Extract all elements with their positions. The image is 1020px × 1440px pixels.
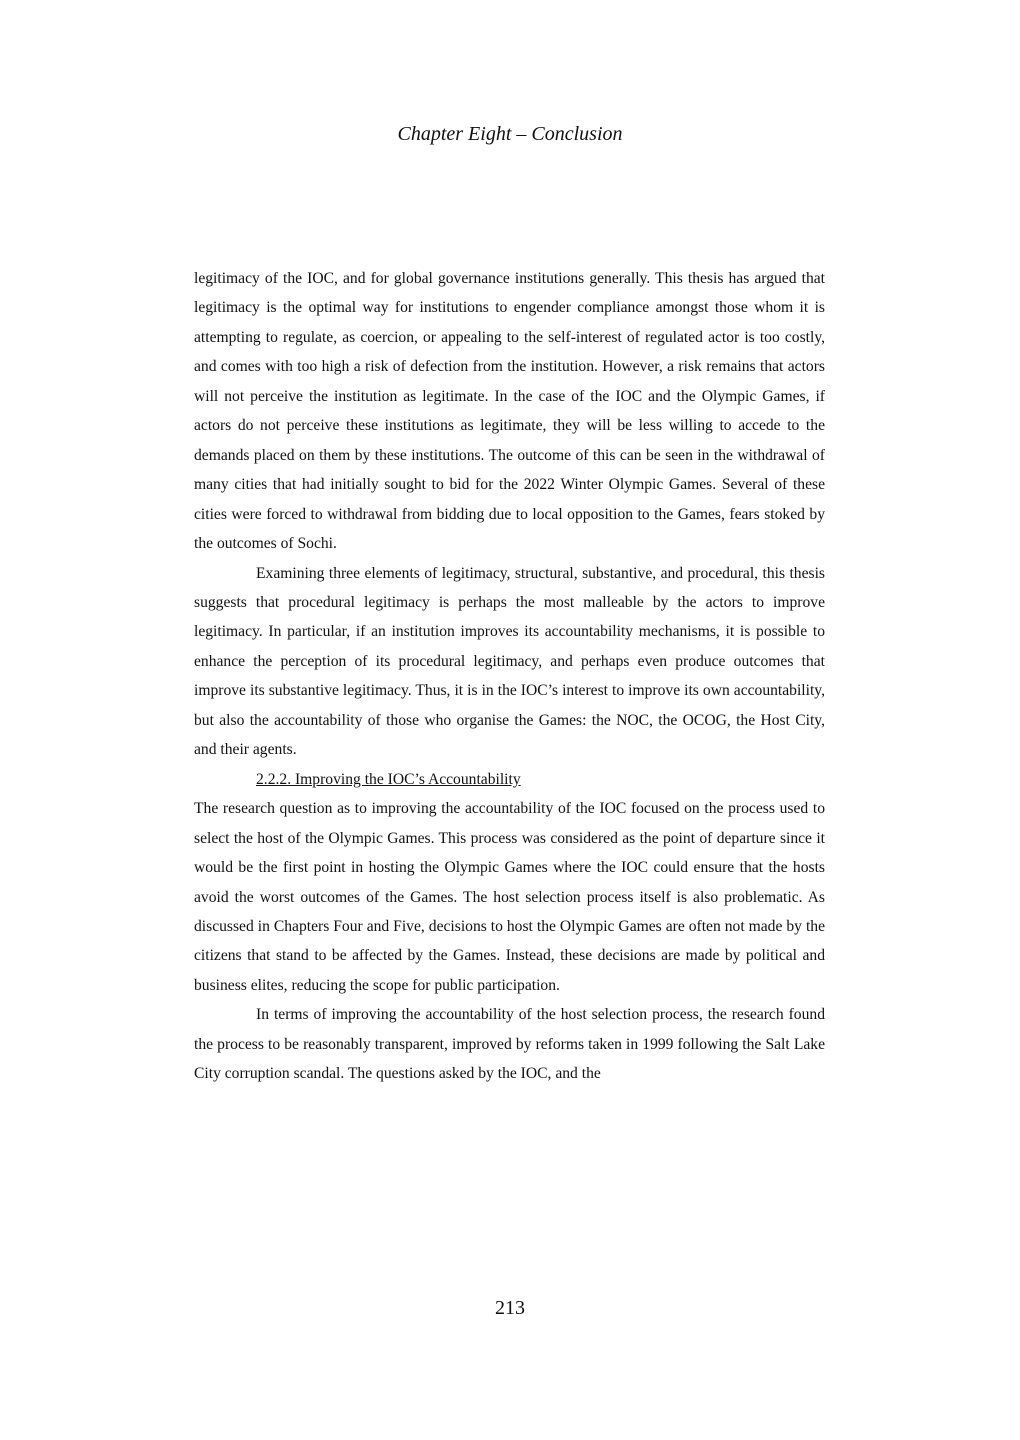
section-subheading: 2.2.2. Improving the IOC’s Accountability [256, 770, 521, 788]
running-header: Chapter Eight – Conclusion [397, 123, 623, 145]
page-number: 213 [495, 1297, 525, 1319]
paragraph-continuation: legitimacy of the IOC, and for global governance institutions generally. This thesis has argued that legitimacy is the optimal way for institutions to engender compliance amongst those whom it is attempting to regulate, as coercion, or appealing to the self-interest of regulated actor is too costly, and comes with too high a risk of defection from the institution. However, a risk remains that actors will not perceive the institution as legitimate. In the case of the IOC and the Olympic Games, if actors do not perceive these institutions as legitimate, they will be less willing to accede to the demands placed on them by these institutions. The outcome of this can be seen in the withdrawal of many cities that had initially sought to bid for the 2022 Winter Olympic Games. Several of these cities were forced to withdrawal from bidding due to local opposition to the Games, fears stoked by the outcomes of Sochi. [194, 270, 825, 553]
paragraph-research-question: The research question as to improving the accountability of the IOC focused on the process used to select the host of the Olympic Games. This process was considered as the point of departure since it would be the first point in hosting the Olympic Games where the IOC could ensure that the hosts avoid the worst outcomes of the Games. The host selection process itself is also problematic. As discussed in Chapters Four and Five, decisions to host the Olympic Games are often not made by the citizens that stand to be affected by the Games. Instead, these decisions are made by political and business elites, reducing the scope for public participation. [194, 800, 825, 994]
paragraph-procedural-legitimacy: Examining three elements of legitimacy, structural, substantive, and procedural, this thesis suggests that procedural legitimacy is perhaps the most malleable by the actors to improve legitimacy. In particular, if an institution improves its accountability mechanisms, it is possible to enhance the perception of its procedural legitimacy, and perhaps even produce outcomes that improve its substantive legitimacy. Thus, it is in the IOC’s interest to improve its own accountability, but also the accountability of those who organise the Games: the NOC, the OCOG, the Host City, and their agents. [194, 564, 825, 759]
paragraph-host-selection: In terms of improving the accountability of the host selection process, the research found the process to be reasonably transparent, improved by reforms taken in 1999 following the Salt Lake City corruption scandal. The questions asked by the IOC, and the [194, 1006, 825, 1083]
body-text [194, 264, 825, 1089]
